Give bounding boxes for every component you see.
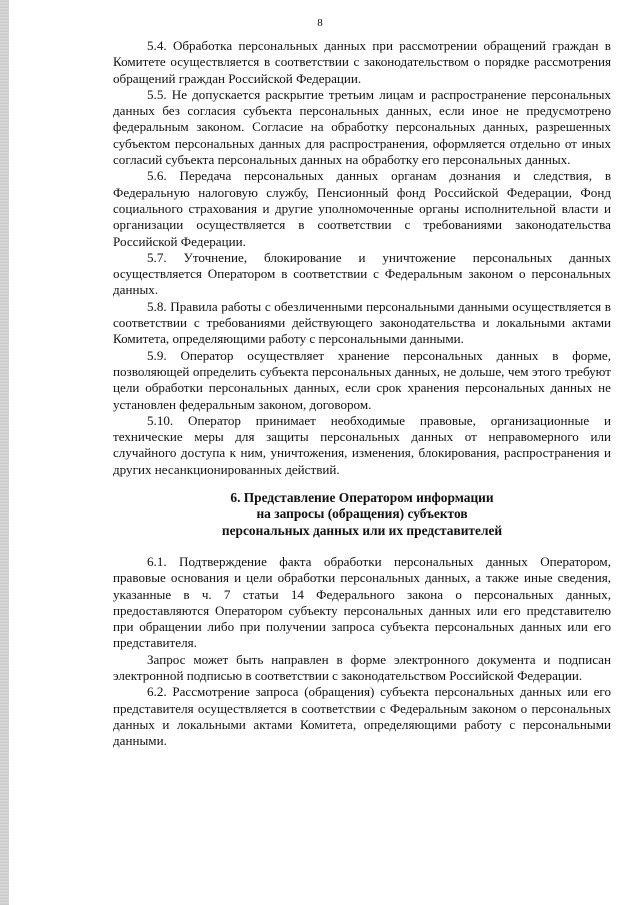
paragraph-5-7: 5.7. Уточнение, блокирование и уничтожение персональных данных осуществляется Оператором в соответствии с Федеральным законом о персональных данных. bbox=[113, 249, 611, 298]
scan-edge bbox=[0, 0, 9, 905]
page-number: 8 bbox=[317, 17, 323, 29]
document-body bbox=[113, 38, 611, 749]
heading-line-3: персональных данных или их представителей bbox=[221, 522, 503, 538]
heading-line-1: 6. Представление Оператором информации bbox=[230, 490, 494, 506]
paragraph-5-6: 5.6. Передача персональных данных органам дознания и следствия, в Федеральную налоговую службу, Пенсионный фонд Российской Федерации, Фонд социального страхования и другие уполномоченные органы исполнительной власти и организации осуществляется в соответствии с требованиями законодательства Российской Федерации. bbox=[113, 168, 611, 249]
paragraph-5-5: 5.5. Не допускается раскрытие третьим лицам и распространение персональных данных без согласия субъекта персональных данных, если иное не предусмотрено федеральным законом. Согласие на обработку персональных данных, разрешенных субъектом персональных данных для распространения, оформляется отдельно от иных согласий субъекта персональных данных на обработку его персональных данных. bbox=[113, 86, 611, 168]
paragraph-5-10: 5.10. Оператор принимает необходимые правовые, организационные и технические меры для защиты персональных данных от неправомерного или случайного доступа к ним, уничтожения, изменения, блокирования, распространения и других несанкционированных действий. bbox=[113, 412, 611, 477]
paragraph-request-form: Запрос может быть направлен в форме электронного документа и подписан электронной подписью в соответствии с законодательством Российской Федерации. bbox=[113, 651, 611, 683]
paragraph-6-1: 6.1. Подтверждение факта обработки персональных данных Оператором, правовые основания и цели обработки персональных данных, а также иные сведения, указанные в ч. 7 статьи 14 Федерального закона о персональных данных, предоставляются Оператором субъекту персональных данных или его представителю при обращении либо при получении запроса субъекта персональных данных или его представителя. bbox=[113, 553, 611, 651]
section-6-heading bbox=[113, 490, 611, 539]
paragraph-5-8: 5.8. Правила работы с обезличенными персональными данными осуществляется в соответствии с требованиями действующего законодательства и локальными актами Комитета, определяющими работу с персональными данными. bbox=[113, 298, 611, 347]
paragraph-5-4: 5.4. Обработка персональных данных при рассмотрении обращений граждан в Комитете осуществляется в соответствии с законодательством о порядке рассмотрения обращений граждан Российской Федерации. bbox=[113, 38, 611, 86]
heading-line-2: на запросы (обращения) субъектов bbox=[256, 506, 468, 522]
paragraph-5-9: 5.9. Оператор осуществляет хранение персональных данных в форме, позволяющей определить субъекта персональных данных, не дольше, чем этого требуют цели обработки персональных данных, если срок хранения персональных данных не установлен федеральным законом, договором. bbox=[113, 347, 611, 412]
paragraph-6-2: 6.2. Рассмотрение запроса (обращения) субъекта персональных данных или его представителя осуществляется в соответствии с Федеральным законом о персональных данных и локальными актами Комитета, определяющими работу с персональными данными. bbox=[113, 684, 611, 749]
